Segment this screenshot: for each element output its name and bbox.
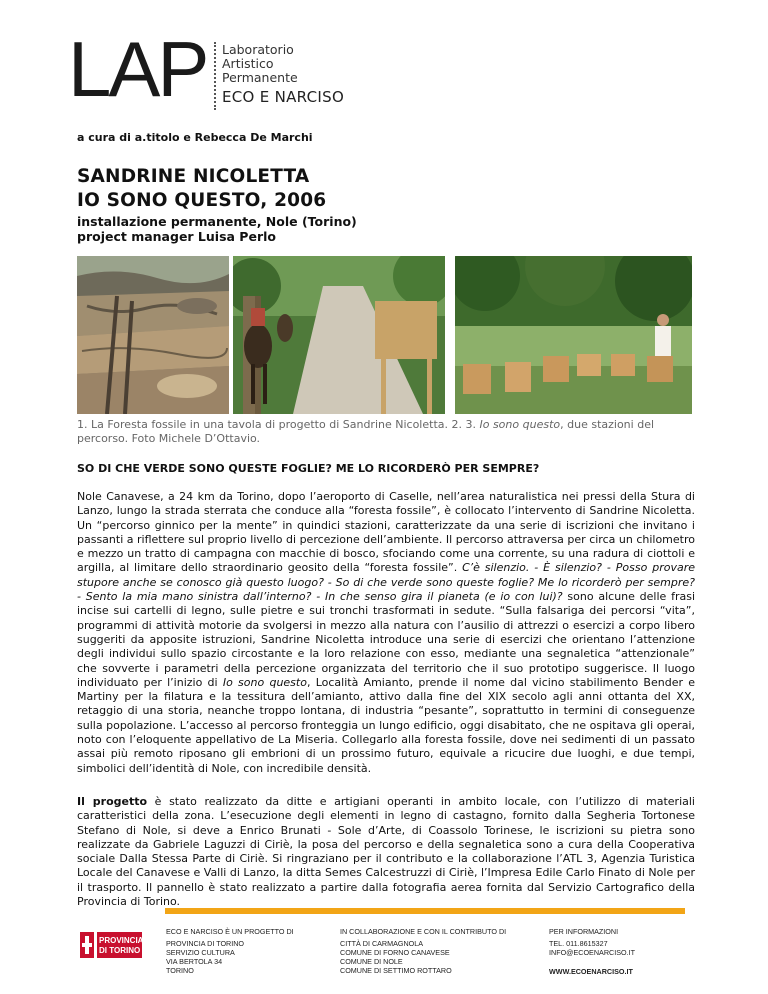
footer-col3 <box>549 939 635 957</box>
footer-col1-line: SERVIZIO CULTURA <box>166 948 235 957</box>
footer-accent-bar <box>165 908 685 914</box>
para1-text-c: sono alcune delle frasi incise sui cartelli di legno, sulle pietre e sui tronchi trasformati in sedute. “Sulla falsariga dei percorsi “vita”, programmi di attività motorie da svolgersi in mezzo alla natura con l’ausilio di attrezzi o esercizi a corpo libero suggeriti da apposite istruzioni, Sandrine Nicoletta introduce una serie di esercizi che orientano l’attenzione degli individui sullo spazio circostante e la loro relazione con esso, mediante una segnaletica “attenzionale” che sovverte i parametri della percezione organizzata del territorio che il suo prototipo suggerisce. Il luogo individuato per l’inizio di <box>77 590 695 689</box>
photo-percorso-cavalli <box>233 256 445 414</box>
footer-col2-line: CITTÀ DI CARMAGNOLA <box>340 939 424 948</box>
subtitle-installation: installazione permanente, Nole (Torino) <box>77 214 357 229</box>
photo-foresta-fossile <box>77 256 229 414</box>
footer-col3-heading: PER INFORMAZIONI <box>549 927 619 936</box>
para1-text-e: , Località Amianto, prende il nome dal vicino stabilimento Bender e Martiny per la filatura e la tessitura dell’amianto, attivo dalla fine del XIX secolo agli anni ottanta del XX, retaggio di una storia, neanche troppo lontana, di industria “pesante”, soprattutto in termini di conseguenze sulla popolazione. L’accesso al percorso fronteggia un lungo edificio, oggi disabitato, che ne ospitava gli operai, noto con l’eloquente appellativo de La Miseria. Collegarlo alla foresta fossile, dove nei sedimenti di un passato assai più remoto riposano gli embrioni di un prossimo futuro, equivale a ricucire due luoghi, e due tempi, simbolici dell’identità di Nole, con incredibile densità. <box>77 675 695 775</box>
footer-website-link[interactable]: WWW.ECOENARCISO.IT <box>549 967 633 976</box>
artist-name: SANDRINE NICOLETTA <box>77 166 310 187</box>
caption-italic-title: Io sono questo <box>479 418 561 431</box>
paragraph-intro <box>77 490 695 776</box>
curator-line: a cura di a.titolo e Rebecca De Marchi <box>77 131 313 144</box>
footer-col1-heading: ECO E NARCISO È UN PROGETTO DI <box>166 927 294 936</box>
footer-col1 <box>166 939 244 975</box>
logo-sub-line-3: Permanente <box>222 70 298 85</box>
logo-sub-line-1: Laboratorio <box>222 42 294 57</box>
para2-text: è stato realizzato da ditte e artigiani operanti in ambito locale, con l’utilizzo di materiali caratteristici della zona. L’esecuzione degli elementi in legno di castagno, fornito dalla Segheria Tortonese Stefano di Nole, si deve a Enrico Brunati - Sole d’Arte, di Coassolo Torinese, le iscrizioni su pietra sono realizzate da Gabriele Laguzzi di Ciriè, la posa del percorso e della segnaletica sono a cura della Cooperativa sociale Dalla Stessa Parte di Ciriè. Si ringraziano per il contributo e la collaborazione l’ATL 3, Agenzia Turistica Locale del Canavese e Valli di Lanzo, la ditta Semes Calcestruzzi di Ciriè, l’Impresa Edile Carlo Finato di Nole per il trasporto. Il pannello è stato realizzato a partire dalla fotografia aerea fornita dal Servizio Cartografico della Provincia di Torino. <box>77 795 695 909</box>
footer-col2-line: COMUNE DI SETTIMO ROTTARO <box>340 966 452 975</box>
footer-col1-line: PROVINCIA DI TORINO <box>166 939 245 948</box>
paragraph-project <box>77 795 695 909</box>
para1-text-a: Nole Canavese, a 24 km da Torino, dopo l’aeroporto di Caselle, nell’area naturalistica nei pressi della Stura di Lanzo, lungo la strada sterrata che conduce alla “foresta fossile”, è collocato l’intervento di Sandrine Nicoletta. Un “percorso ginnico per la mente” in quindici stazioni, caratterizzate da una serie di iscrizioni che invitano i passanti a riflettere sul proprio livello di percezione dell’ambiente. Il percorso attraversa per circa un chilometro e mezzo un tratto di campagna con macchie di bosco, sfociando come una corrente, su una radura di ciottoli e argilla, al limitare dello straordinario geosito della “foresta fossile”. <box>77 490 695 575</box>
logo-eco-narciso: ECO E NARCISO <box>222 88 345 106</box>
footer-email[interactable]: INFO@ECOENARCISO.IT <box>549 948 635 957</box>
footer-col2-line: COMUNE DI NOLE <box>340 957 403 966</box>
footer-phone: TEL. 011.8615327 <box>549 939 608 948</box>
provincia-torino-logo <box>80 930 142 962</box>
logo-sub-line-2: Artistico <box>222 56 274 71</box>
caption-text-1: 1. La Foresta fossile in una tavola di progetto di Sandrine Nicoletta. 2. 3. <box>77 418 480 431</box>
logo-divider <box>214 42 216 110</box>
footer-col2-line: COMUNE DI FORNO CANAVESE <box>340 948 450 957</box>
caption-text-2: , due stazioni del percorso. Foto Michele D’Ottavio. <box>77 418 655 445</box>
para2-bold-lead: Il progetto <box>77 795 148 808</box>
lap-logo: LAP <box>68 25 207 113</box>
photo-sedute-tronchi <box>455 256 692 414</box>
section-heading: SO DI CHE VERDE SONO QUESTE FOGLIE? ME LO RICORDERÒ PER SEMPRE? <box>77 462 540 475</box>
subtitle-project-manager: project manager Luisa Perlo <box>77 229 276 244</box>
footer-col1-line: VIA BERTOLA 34 <box>166 957 223 966</box>
footer-col2 <box>340 939 452 975</box>
para1-italic-phrases: C’è silenzio. - È silenzio? - Posso provare stupore anche se conosco già questo luogo? - So di che verde sono queste foglie? Me lo ricorderò per sempre? - Sento la mia mano sinistra dall’interno? - In che senso gira il pianeta (e io con lui)? <box>77 561 695 604</box>
work-title: IO SONO QUESTO, 2006 <box>77 190 327 211</box>
logo-label-torino: DI TORINO <box>99 946 141 955</box>
footer-col1-line: TORINO <box>166 966 194 975</box>
photo-caption <box>77 418 697 446</box>
footer-col2-heading: IN COLLABORAZIONE E CON IL CONTRIBUTO DI <box>340 927 507 936</box>
logo-label-provincia: PROVINCIA <box>99 936 144 945</box>
para1-italic-title: Io sono questo <box>222 675 307 689</box>
